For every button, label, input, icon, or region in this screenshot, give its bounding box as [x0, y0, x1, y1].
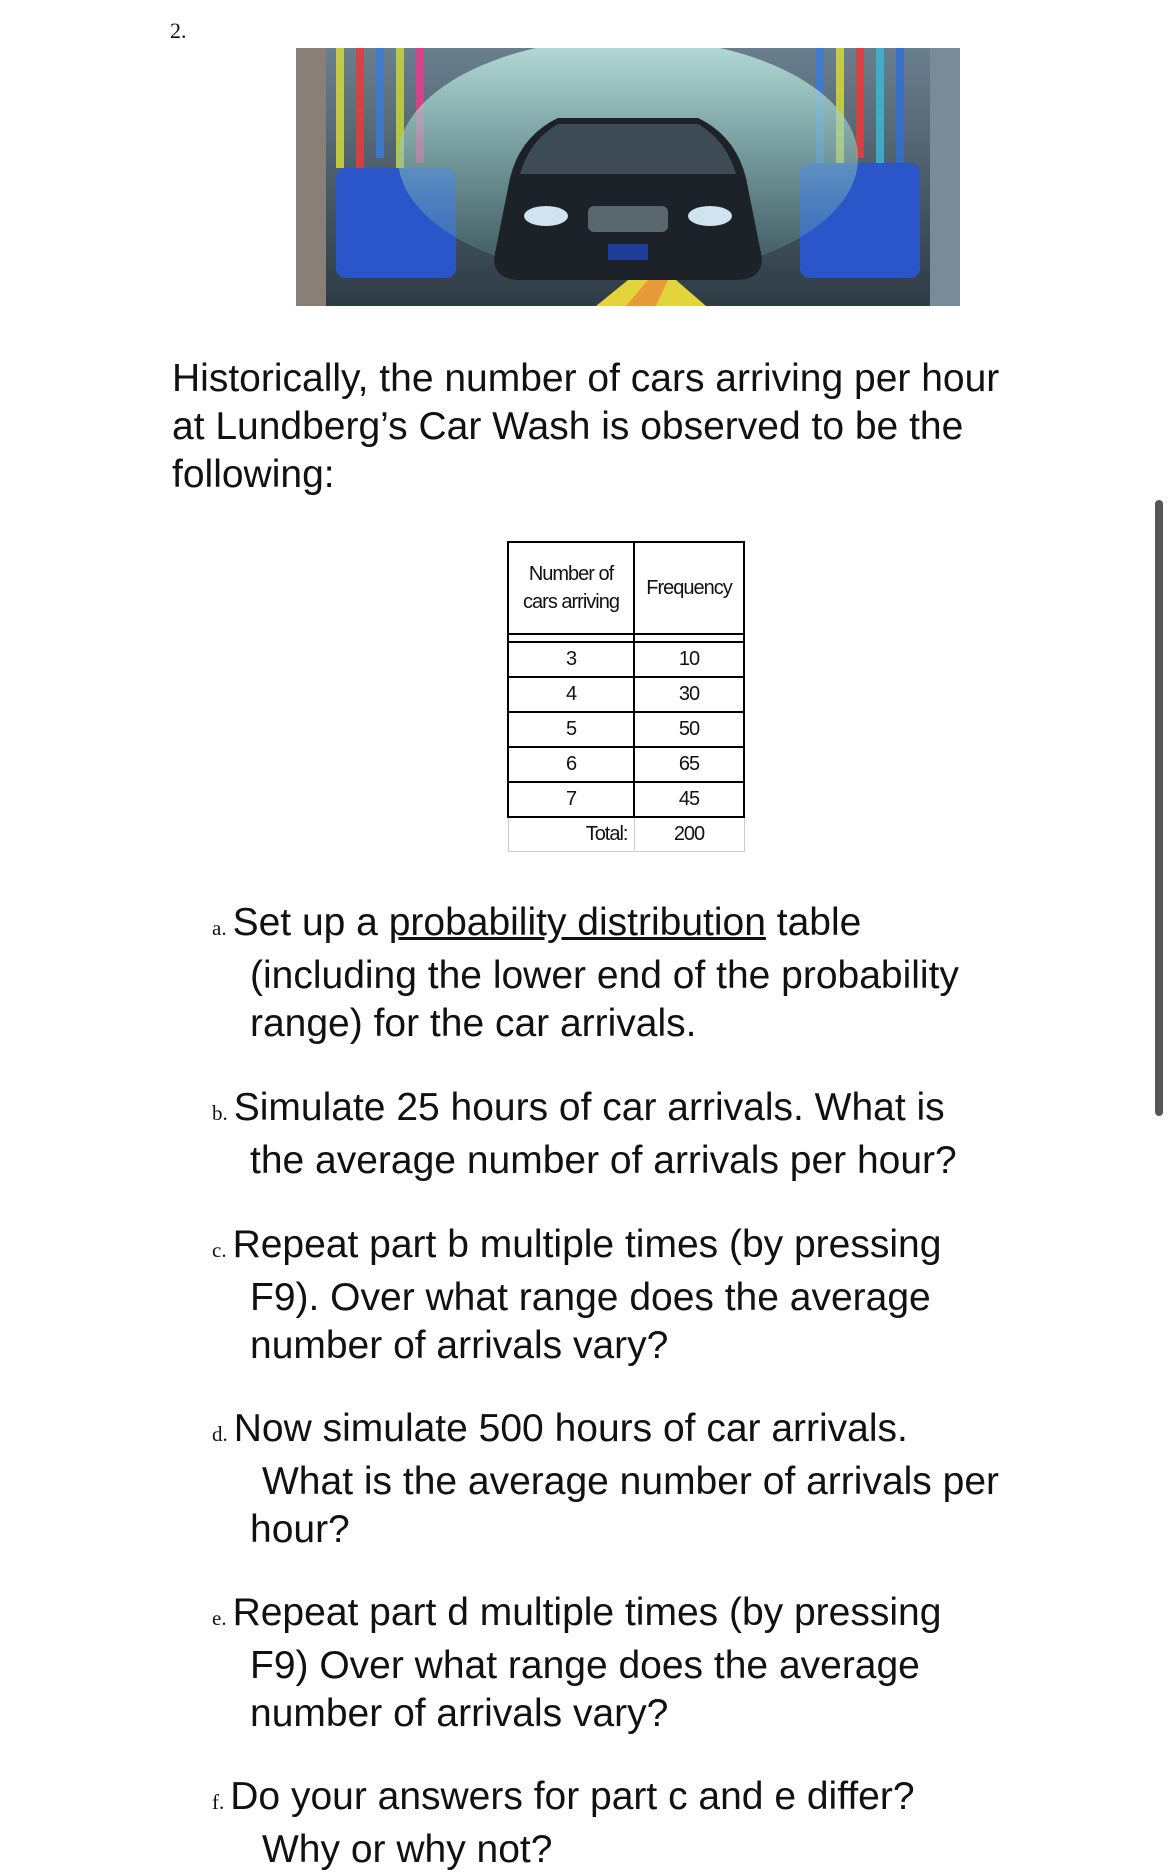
question-text: F9). Over what range does the average — [250, 1276, 931, 1319]
table-row — [508, 747, 744, 782]
cell-frequency: 30 — [634, 677, 744, 712]
cell-cars: 7 — [508, 782, 634, 817]
cell-frequency: 50 — [634, 712, 744, 747]
table-total-row — [508, 817, 744, 852]
question-a — [212, 899, 1072, 1048]
intro-line: following: — [172, 453, 335, 496]
table-row — [508, 677, 744, 712]
question-text: hour? — [250, 1508, 350, 1551]
table-row — [508, 782, 744, 817]
question-text: table — [765, 901, 862, 944]
intro-line: at Lundberg’s Car Wash is observed to be the — [172, 405, 964, 448]
intro-text — [172, 355, 1072, 499]
cell-cars: 5 — [508, 712, 634, 747]
question-text: Now simulate 500 hours of car arrivals. — [233, 1407, 908, 1450]
question-marker: d. — [212, 1422, 228, 1446]
question-text: the average number of arrivals per hour? — [250, 1139, 957, 1182]
question-f — [212, 1773, 1072, 1874]
question-c — [212, 1221, 1072, 1370]
question-marker: b. — [212, 1101, 228, 1125]
question-text: Set up a — [232, 901, 389, 944]
question-text: number of arrivals vary? — [250, 1692, 669, 1735]
question-marker: f. — [212, 1790, 225, 1814]
question-marker: a. — [212, 916, 227, 940]
question-text: Simulate 25 hours of car arrivals. What is — [233, 1086, 945, 1129]
question-text: F9) Over what range does the average — [250, 1644, 920, 1687]
total-value: 200 — [634, 817, 744, 852]
total-label: Total: — [508, 817, 634, 852]
cell-cars: 3 — [508, 642, 634, 677]
question-b — [212, 1084, 1072, 1185]
header-cars-arriving — [508, 542, 634, 634]
header-line: cars arriving — [523, 591, 619, 613]
question-marker: c. — [212, 1238, 227, 1262]
question-text: Repeat part d multiple times (by pressing — [232, 1591, 942, 1634]
cell-frequency: 45 — [634, 782, 744, 817]
vertical-scrollbar[interactable] — [1155, 500, 1163, 1116]
header-frequency: Frequency — [634, 542, 744, 634]
intro-line: Historically, the number of cars arriving per hour — [172, 357, 1000, 400]
cell-cars: 6 — [508, 747, 634, 782]
question-text: number of arrivals vary? — [250, 1324, 669, 1367]
car-wash-illustration — [296, 48, 960, 306]
question-d — [212, 1405, 1072, 1554]
cell-frequency: 10 — [634, 642, 744, 677]
question-text: Repeat part b multiple times (by pressing — [232, 1223, 942, 1266]
frequency-table — [507, 541, 745, 852]
question-e — [212, 1589, 1072, 1738]
cell-cars: 4 — [508, 677, 634, 712]
car-wash-photo — [296, 48, 960, 306]
header-line: Number of — [528, 563, 614, 585]
table-row — [508, 642, 744, 677]
question-text: range) for the car arrivals. — [250, 1002, 697, 1045]
cell-frequency: 65 — [634, 747, 744, 782]
table-spacer — [508, 634, 744, 642]
question-text: Do your answers for part c and e differ? — [230, 1775, 915, 1818]
question-text: (including the lower end of the probability — [250, 954, 959, 997]
question-text: What is the average number of arrivals per — [262, 1460, 1000, 1503]
question-number: 2. — [170, 18, 187, 43]
table-row — [508, 712, 744, 747]
probability-distribution-link[interactable]: probability distribution — [388, 901, 766, 944]
table-header-row — [508, 542, 744, 634]
question-marker: e. — [212, 1606, 227, 1630]
question-text: Why or why not? — [262, 1828, 553, 1871]
